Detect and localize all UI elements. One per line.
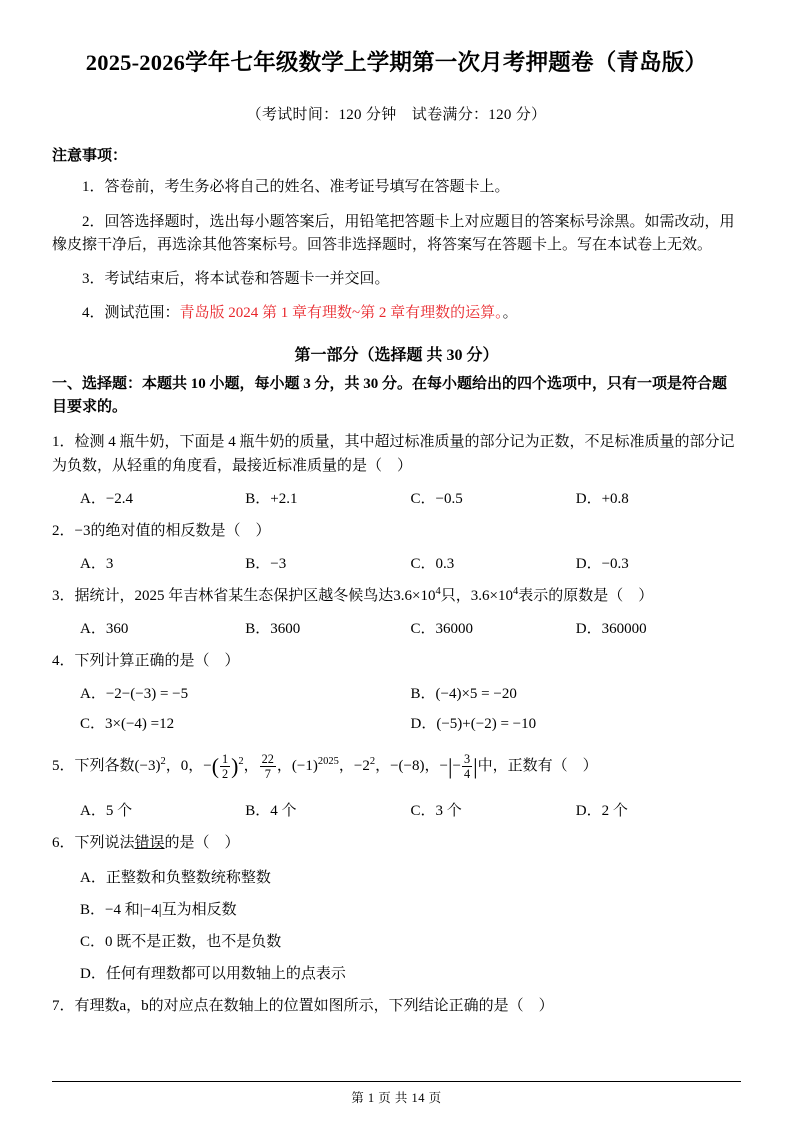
question-3-stem-mid: 只，3.6×10 [440,588,513,604]
question-6-option-b[interactable]: B．−4 和|−4|互为相反数 [80,901,237,918]
notice-item-3: 3．考试结束后，将本试卷和答题卡一并交回。 [82,271,390,287]
question-6-option-c[interactable]: C．0 既不是正数，也不是负数 [80,933,282,950]
question-6-option-d[interactable]: D．任何有理数都可以用数轴上的点表示 [80,965,346,982]
question-1-option-a[interactable]: A．−2.4 [80,491,134,507]
question-2-option-c[interactable]: C．0.3 [410,556,455,572]
question-4-options-row2 [52,712,741,733]
question-3-number: 3． [52,588,75,604]
question-1-options [52,487,741,508]
question-6-number: 6． [52,834,75,851]
question-5-stem-lead: 下列各数 [74,757,135,774]
question-3-option-a[interactable]: A．360 [80,621,129,637]
question-1-option-d[interactable]: D．+0.8 [575,491,629,507]
question-3 [52,584,741,608]
question-5-option-b[interactable]: B．4 个 [245,802,297,819]
notice-heading: 注意事项： [52,148,128,165]
page-footer [0,1088,793,1106]
notice-item-4: 4．测试范围：青岛版 2024 第 1 章有理数~第 2 章有理数的运算。。 [82,305,518,322]
notice-item-1: 1．答卷前，考生务必将自己的姓名、准考证号填写在答题卡上。 [82,179,510,196]
question-5-expression: $(-3)^2$，0，−( $\frac{1}{2}$ )$^2$， $\frac{22}{7}$ ，$(-1)^{2025}$，$-2^2$，−(−8)，−|− $\frac{3}{4}$ | [134,751,478,781]
question-3-stem-post: 表示的原数是（ ） [518,588,654,604]
question-4-option-c[interactable]: C．3×(−4) =12 [80,716,175,732]
question-2-option-a[interactable]: A．3 [80,556,114,572]
exam-info: （考试时间：120 分钟 试卷满分：120 分） [246,107,547,124]
question-6-option-a[interactable]: A．正整数和负整数统称整数 [80,869,271,886]
page-title: 2025-2026学年七年级数学上学期第一次月考押题卷（青岛版） [85,50,708,75]
question-6-stem-pre: 下列说法 [74,834,135,851]
question-1-option-b[interactable]: B．+2.1 [245,491,298,507]
question-4-option-a[interactable]: A．−2−(−3) = −5 [80,686,189,702]
notice-item-4-range: 青岛版 2024 第 1 章有理数~第 2 章有理数的运算。 [179,305,503,322]
question-3-stem-pre: 据统计，2025 年吉林省某生态保护区越冬候鸟达3.6×10 [74,588,436,604]
question-5-stem-tail: 中，正数有（ ） [477,757,598,774]
question-4-option-d[interactable]: D．(−5)+(−2) = −10 [410,716,537,732]
question-3-option-c[interactable]: C．36000 [410,621,474,637]
question-5-options [52,799,741,820]
question-3-options [52,617,741,638]
question-5 [52,744,741,790]
question-6-options [52,866,741,983]
question-7-number: 7． [52,997,75,1014]
question-4-options-row1 [52,682,741,703]
question-1-stem: 检测 4 瓶牛奶，下面是 4 瓶牛奶的质量，其中超过标准质量的部分记为正数，不足标准质量的部分记为负数，从轻重的角度看，最接近标准质量的是（ ） [52,434,735,474]
question-2-stem: −3的绝对值的相反数是（ ） [74,523,271,539]
question-4 [52,649,741,673]
question-6 [52,831,741,855]
question-2-option-d[interactable]: D．−0.3 [575,556,629,572]
part-one-heading: 第一部分（选择题 共 30 分） [294,346,499,364]
question-4-stem: 下列计算正确的是（ ） [74,653,240,669]
question-3-exponent-1: 4 [435,586,441,597]
question-5-option-d[interactable]: D．2 个 [575,802,628,819]
footer-page-number: 第 1 页 共 14 页 [345,1091,447,1105]
question-1-option-c[interactable]: C．−0.5 [410,491,463,507]
question-2-number: 2． [52,523,75,539]
question-6-stem-post: 的是（ ） [164,834,240,851]
question-3-option-d[interactable]: D．360000 [575,621,647,637]
question-5-number: 5． [52,757,75,774]
question-7 [52,994,741,1018]
notice-item-4-prefix: 4．测试范围： [82,305,180,322]
question-6-stem-emphasis: 错误 [134,834,165,851]
question-4-option-b[interactable]: B．(−4)×5 = −20 [410,686,517,702]
question-5-option-c[interactable]: C．3 个 [410,802,462,819]
notice-item-2: 2．回答选择题时，选出每小题答案后，用铅笔把答题卡上对应题目的答案标号涂黑。如需改动，用橡皮擦干净后，再选涂其他答案标号。回答非选择题时，将答案写在答题卡上。写在本试卷上无效。 [52,213,735,253]
question-5-option-a[interactable]: A．5 个 [80,802,133,819]
question-7-stem: 有理数a，b的对应点在数轴上的位置如图所示，下列结论正确的是（ ） [74,997,554,1014]
question-1 [52,430,741,478]
footer-divider [52,1081,741,1082]
question-1-number: 1． [52,434,75,450]
question-2-options [52,552,741,573]
question-4-number: 4． [52,653,75,669]
section-one-heading: 一、选择题：本题共 10 小题，每小题 3 分，共 30 分。在每小题给出的四个选项中，只有一项是符合题目要求的。 [52,375,728,415]
question-2 [52,519,741,543]
question-3-option-b[interactable]: B．3600 [245,621,301,637]
question-2-option-b[interactable]: B．−3 [245,556,287,572]
question-3-exponent-2: 4 [512,586,519,597]
